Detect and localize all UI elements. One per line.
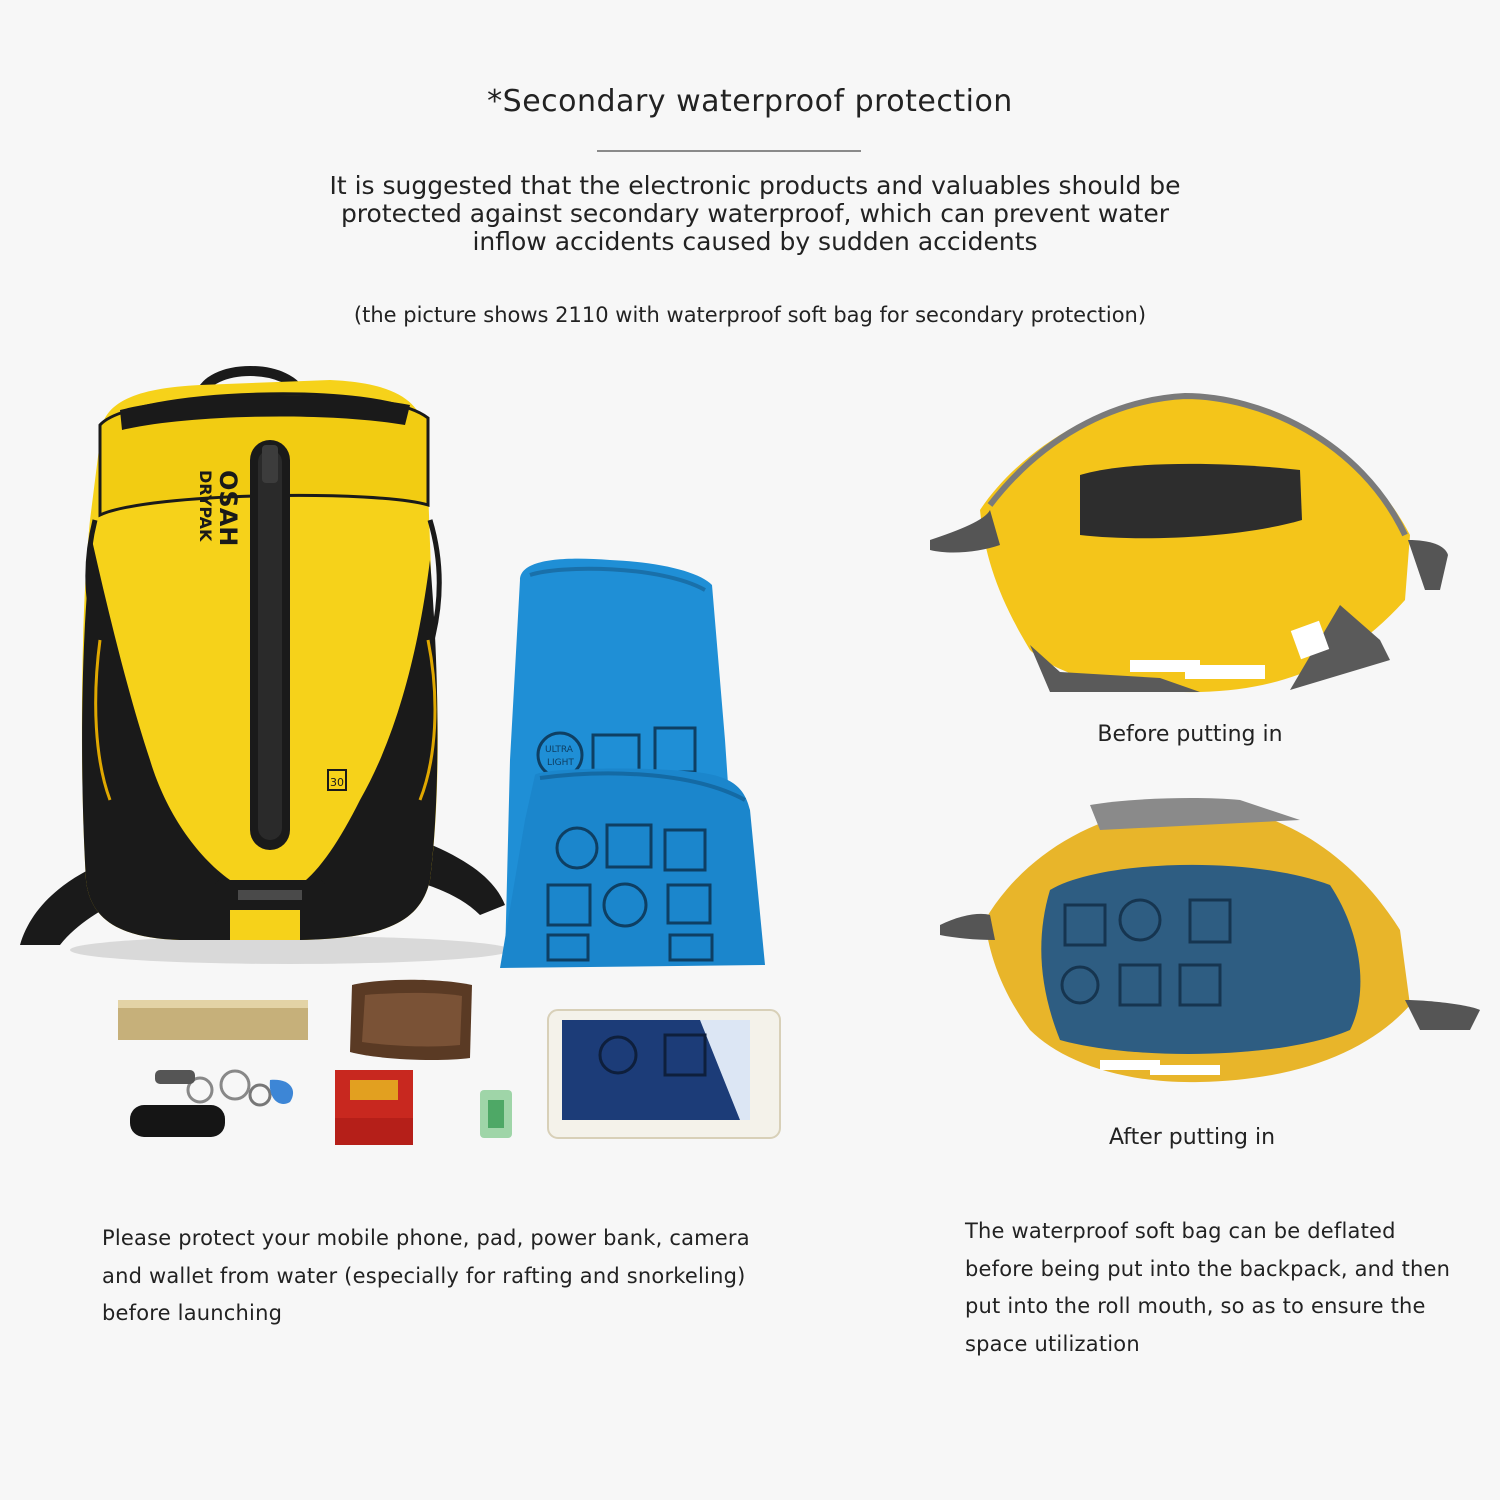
before-caption: Before putting in bbox=[1097, 722, 1283, 747]
left-description: Please protect your mobile phone, pad, power bank, camera and wallet from water (especially for rafting and snorkeling) before launching bbox=[102, 1226, 750, 1325]
backpack-model-logo: DRYPAK bbox=[196, 470, 215, 542]
backpack-brand-logo: OSAH bbox=[214, 470, 242, 547]
intro-text: It is suggested that the electronic products and valuables should be protected against secondary waterproof, which can prevent water inflow accidents caused by sudden accidents bbox=[329, 171, 1181, 256]
picture-note: (the picture shows 2110 with waterproof soft bag for secondary protection) bbox=[353, 303, 1147, 327]
bag-after-inner-drybag bbox=[1041, 865, 1360, 1054]
backpack-capacity-badge: 30 bbox=[330, 776, 344, 789]
right-description: The waterproof soft bag can be deflated before being put into the backpack, and then put into the roll mouth, so as to ensure the space utilization bbox=[965, 1219, 1451, 1356]
page-title: *Secondary waterproof protection bbox=[487, 84, 1013, 119]
svg-text:ULTRA: ULTRA bbox=[545, 745, 573, 755]
svg-text:LIGHT: LIGHT bbox=[547, 758, 574, 768]
after-caption: After putting in bbox=[1108, 1125, 1276, 1150]
